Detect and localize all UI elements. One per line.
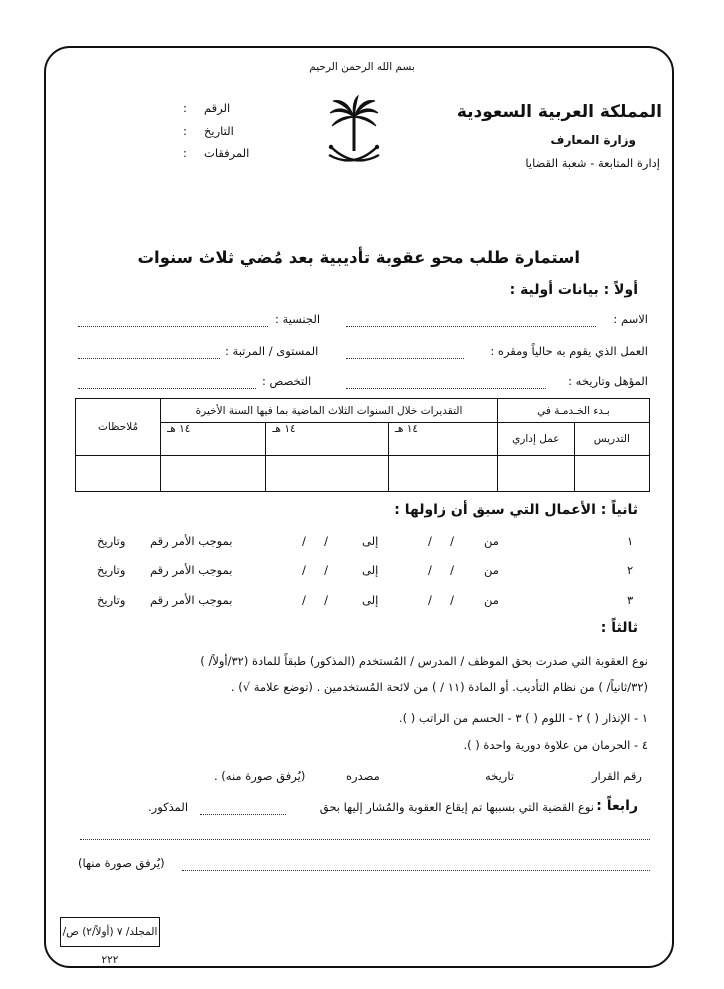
palm-swords-emblem-icon bbox=[325, 95, 383, 173]
notes-cell[interactable] bbox=[76, 456, 161, 492]
order-label: بموجب الأمر رقم bbox=[150, 593, 233, 607]
job-label: العمل الذي يقوم به حالياً ومقره : bbox=[490, 344, 648, 358]
specialty-field[interactable] bbox=[78, 388, 256, 389]
mentioned-label: المذكور. bbox=[148, 800, 189, 814]
name-label: الاسم : bbox=[613, 312, 648, 326]
qualification-field[interactable] bbox=[346, 388, 546, 389]
penalty-type-line2: (٣٢/ثانياً/ ) من نظام التأديب. أو المادة (١١ / ) من لائحة المُستخدمين . (توضع علامة √) . bbox=[230, 680, 648, 694]
attach-copy-note: (يُرفق صورة منه) . bbox=[214, 769, 306, 783]
case-person-field[interactable] bbox=[200, 814, 286, 815]
notes-header: مُلاحظات bbox=[76, 399, 161, 456]
ref-date-label: التاريخ bbox=[204, 124, 234, 138]
to-label: إلى bbox=[362, 534, 379, 548]
and-date-label: وتاريخ bbox=[97, 534, 126, 548]
volume-reference-box: المجلد/ ٧ (أولاً/٢) ص/ ٢٢٢ bbox=[60, 917, 160, 947]
from-label: من bbox=[484, 563, 499, 577]
to-date-slash[interactable]: / / bbox=[302, 534, 329, 548]
qualification-label: المؤهل وتاريخه : bbox=[568, 374, 648, 388]
section1-heading: أولاً : بيانات أولية : bbox=[509, 282, 638, 298]
teaching-cell[interactable] bbox=[574, 456, 649, 492]
from-date-slash[interactable]: / / bbox=[428, 563, 455, 577]
country-name: المملكة العربية السعودية bbox=[456, 102, 662, 122]
attach-copy-note-2: (يُرفق صورة منها) bbox=[78, 856, 165, 870]
decision-number-label: رقم القرار bbox=[592, 769, 642, 783]
ref-attachments-label: المرفقات bbox=[204, 146, 250, 160]
from-label: من bbox=[484, 593, 499, 607]
ref-attachments-colon: : bbox=[183, 146, 187, 160]
level-field[interactable] bbox=[78, 358, 220, 359]
nationality-field[interactable] bbox=[78, 326, 268, 327]
section3-heading: ثالثاً : bbox=[600, 620, 638, 636]
ref-number-colon: : bbox=[183, 101, 187, 115]
row-number: ١ bbox=[627, 534, 634, 548]
level-label: المستوى / المرتبة : bbox=[225, 344, 319, 358]
year-cell-3[interactable] bbox=[161, 456, 266, 492]
row-number: ٢ bbox=[627, 563, 634, 577]
case-details-field[interactable] bbox=[80, 839, 650, 840]
year-cell-2[interactable] bbox=[266, 456, 388, 492]
order-label: بموجب الأمر رقم bbox=[150, 563, 233, 577]
from-date-slash[interactable]: / / bbox=[428, 593, 455, 607]
to-label: إلى bbox=[362, 563, 379, 577]
row-number: ٣ bbox=[627, 593, 634, 607]
order-label: بموجب الأمر رقم bbox=[150, 534, 233, 548]
department-name: إدارة المتابعة - شعبة القضايا bbox=[525, 156, 660, 170]
section2-heading: ثانياً : الأعمال التي سبق أن زاولها : bbox=[394, 502, 638, 518]
to-date-slash[interactable]: / / bbox=[302, 593, 329, 607]
year-header-2: ١٤ هـ bbox=[266, 423, 388, 456]
from-label: من bbox=[484, 534, 499, 548]
job-field[interactable] bbox=[346, 358, 464, 359]
from-date-slash[interactable]: / / bbox=[428, 534, 455, 548]
year-cell-1[interactable] bbox=[388, 456, 497, 492]
ministry-name: وزارة المعارف bbox=[550, 133, 636, 147]
ref-number-label: الرقم bbox=[204, 101, 231, 115]
year-header-3: ١٤ هـ bbox=[161, 423, 266, 456]
case-type-text: نوع القضية التي بسببها تم إيقاع العقوبة والمُشار إليها بحق bbox=[319, 800, 594, 814]
name-field[interactable] bbox=[346, 326, 596, 327]
penalty-option-4: ٤ - الحرمان من علاوة دورية واحدة ( ). bbox=[463, 738, 648, 752]
to-date-slash[interactable]: / / bbox=[302, 563, 329, 577]
and-date-label: وتاريخ bbox=[97, 563, 126, 577]
decision-date-label: تاريخه bbox=[485, 769, 515, 783]
ref-date-colon: : bbox=[183, 124, 187, 138]
teaching-header: التدريس bbox=[574, 423, 649, 456]
and-date-label: وتاريخ bbox=[97, 593, 126, 607]
decision-source-label: مصدره bbox=[346, 769, 380, 783]
penalty-type-line1: نوع العقوبة التي صدرت بحق الموظف / المدرس / المُستخدم (المذكور) طبقاً للمادة (٣٢/أولاً/ ) bbox=[200, 654, 648, 668]
admin-work-header: عمل إداري bbox=[497, 423, 574, 456]
form-title: استمارة طلب محو عقوبة تأديبية بعد مُضي ثلاث سنوات bbox=[137, 248, 580, 267]
case-details-field-2[interactable] bbox=[182, 870, 650, 871]
evaluation-table bbox=[75, 398, 650, 492]
specialty-label: التخصص : bbox=[262, 374, 312, 388]
evaluations-header: التقديرات خلال السنوات الثلاث الماضية بما فيها السنة الأخيرة bbox=[161, 399, 498, 423]
year-header-1: ١٤ هـ bbox=[388, 423, 497, 456]
penalty-options-1-3: ١ - الإنذار ( ) ٢ - اللوم ( ) ٣ - الحسم من الراتب ( ). bbox=[398, 711, 648, 725]
admin-work-cell[interactable] bbox=[497, 456, 574, 492]
basmala: بسم الله الرحمن الرحيم bbox=[309, 61, 415, 73]
nationality-label: الجنسية : bbox=[275, 312, 321, 326]
service-start-header: بـدء الخـدمـة في bbox=[497, 399, 649, 423]
to-label: إلى bbox=[362, 593, 379, 607]
section4-heading: رابعاً : bbox=[596, 798, 638, 814]
